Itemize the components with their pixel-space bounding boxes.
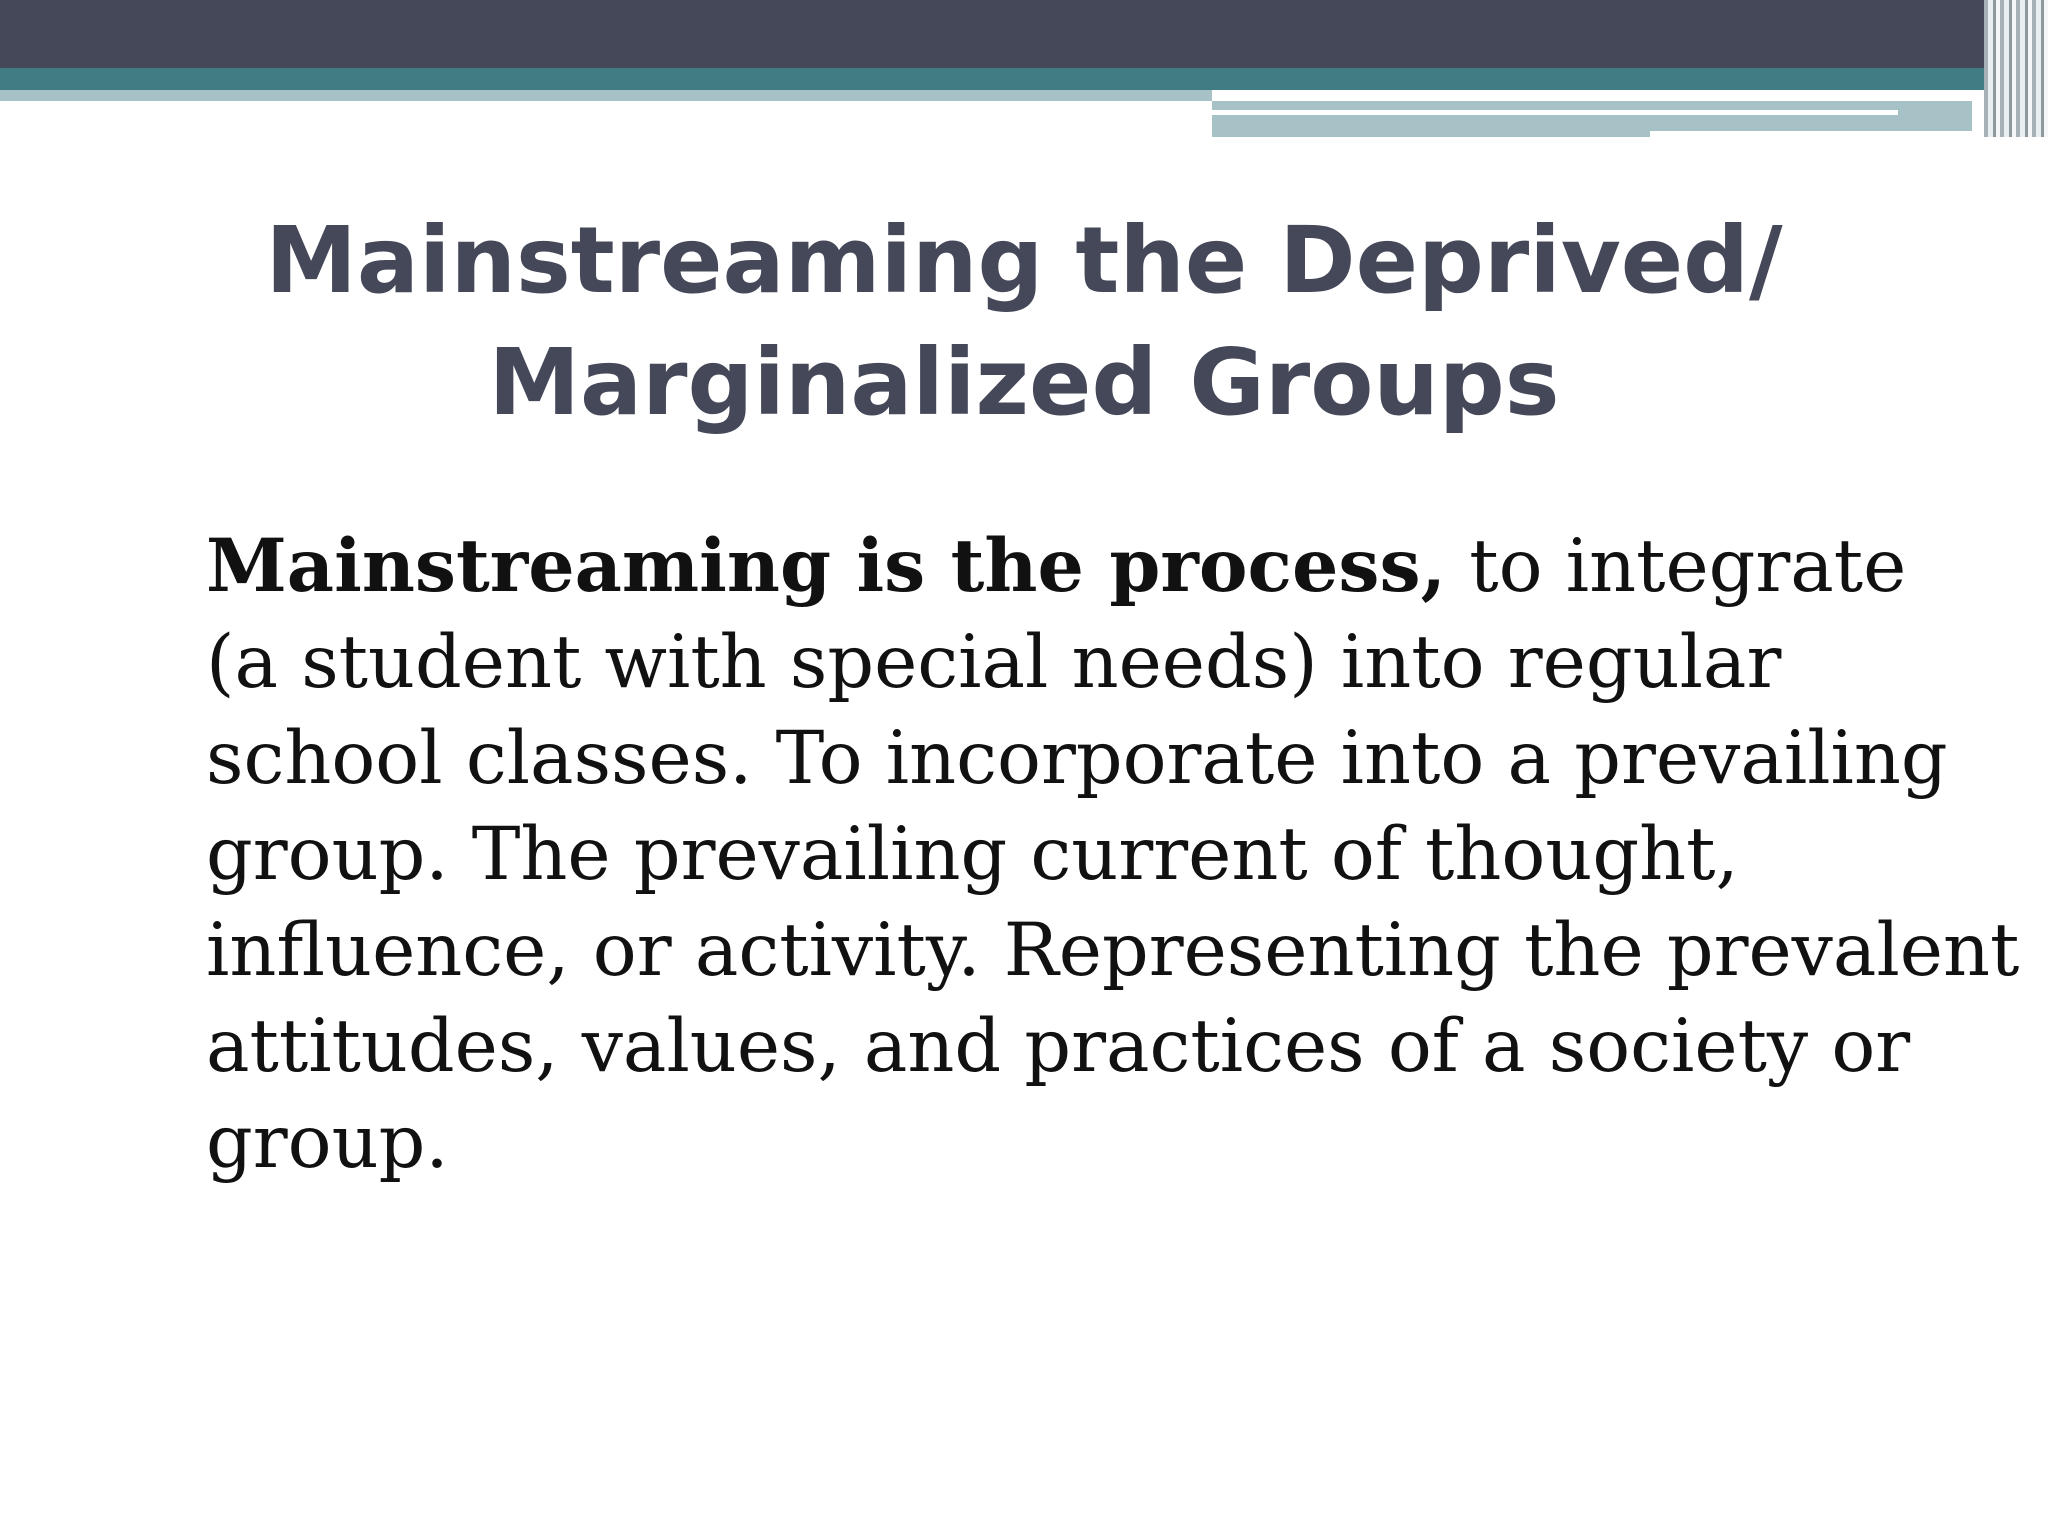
header-accent-line-short [1650,131,1972,137]
slide-title-line-1: Mainstreaming the Deprived/ [265,207,1783,314]
header-accent-line [1212,110,1898,115]
header-teal-band [0,68,2048,90]
body-line-5: influence, or activity. Representing the prevalent [206,908,2020,993]
body-line-1 [206,518,1996,615]
slide-title-line-2: Marginalized Groups [488,329,1560,436]
slide-title [150,200,1898,444]
body-line-2: (a student with special needs) into regular [206,620,1782,705]
body-line-1-rest: to integrate [1446,524,1907,609]
body-line-6: attitudes, values, and practices of a society or [206,1004,1911,1089]
body-line-4: group. The prevailing current of thought, [206,812,1739,897]
header-light-band-left [0,90,1212,101]
body-bold-lead: Mainstreaming is the process, [206,523,1447,609]
header-dark-band [0,0,2048,68]
body-line-3: school classes. To incorporate into a prevailing [206,716,1948,801]
header-corner-stripes [1984,0,2048,137]
body-line-7: group. [206,1100,449,1185]
slide-body-text [206,518,2020,1191]
